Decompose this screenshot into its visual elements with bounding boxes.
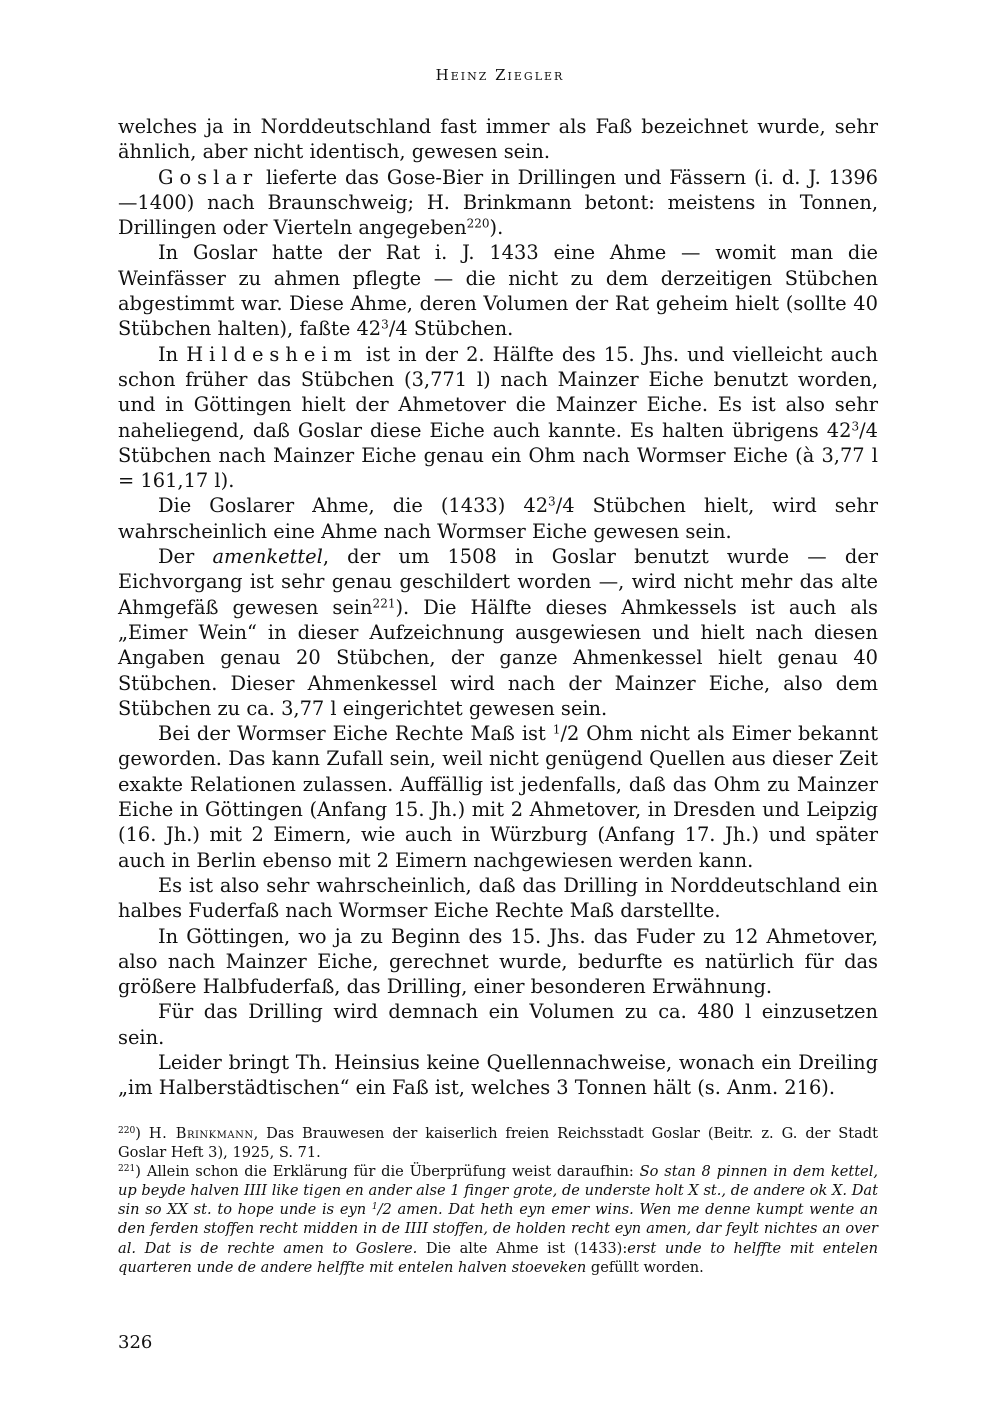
italic-term: amenkettel [212,545,323,569]
footnote-text: Allein schon die Erklärung für die Überprüfung weist daraufhin: [146,1163,640,1181]
footnotes [118,1124,878,1277]
running-header: Heinz Ziegler [435,66,565,84]
fraction-numerator: 3 [381,317,389,332]
place-name: Hildesheim [186,342,358,366]
footnote-paren: ) [135,1163,147,1181]
paragraph-text: lieferte das Gose-Bier in Drillingen und Fässern (i. d. J. 1396—1400) nach Braunschweig; H. Brinkmann betont: meistens in Tonnen, Drillingen oder Vierteln angegeben [118,165,878,240]
footnote-number: 221 [118,1164,136,1175]
fraction-numerator: 1 [371,1202,378,1213]
footnote-220 [118,1124,878,1162]
footnote-quote: So stan 8 pinnen in dem kettel, up beyde halven IIII like tigen en ander alse 1 finger grote, de underste holt X st., de andere ok X. Dat sin so XX st. to hope unde is eyn [118,1163,879,1219]
footnote-ref: 220 [466,216,490,231]
paragraph-text: In Göttingen, wo ja zu Beginn des 15. Jhs. das Fuder zu 12 Ahmetover, also nach Mainzer Eiche, gerechnet wurde, bedurfte es natürlich für das größere Halbfuderfaß, das Drilling, einer besonderen Erwähnung. [118,924,878,999]
paragraph-text: ist in der 2. Hälfte des 15. Jhs. und vielleicht auch schon früher das Stübchen (3,771 l) nach Mainzer Eiche benutzt worden, und in Göttingen hielt der Ahmetover die Mainzer Eiche. Es ist also sehr naheliegend, daß Goslar diese Eiche auch kannte. Es halten übrigens 42 [118,342,878,442]
paragraph [118,240,878,341]
paragraph [118,873,878,924]
paragraph-text: , der um 1508 in Goslar benutzt wurde — der Eichvorgang ist sehr genau geschildert worden —, wird nicht mehr das alte Ahmgefäß gewesen sein [118,545,878,619]
paragraph-text: Es ist also sehr wahrscheinlich, daß das Drilling in Norddeutschland ein halbes Fuderfaß nach Wormser Eiche Rechte Maß darstellte. [118,873,878,923]
paragraph [118,342,878,494]
paragraph [118,999,878,1050]
paragraph-text: Bei der Wormser Eiche Rechte Maß ist [158,722,553,746]
footnote-text: gefüllt worden. [586,1258,704,1276]
footnote-221 [118,1162,878,1277]
paragraph-text: Für das Drilling wird demnach ein Volumen zu ca. 480 l einzusetzen sein. [118,1000,878,1049]
paragraph-text: welches ja in Norddeutschland fast immer als Faß bezeichnet wurde, sehr ähnlich, aber nicht identisch, gewesen sein. [118,115,878,164]
paragraph-text: In [158,342,187,366]
paragraph-text: ). Die Hälfte dieses Ahmkessels ist auch als „Eimer Wein“ in dieser Aufzeichnung ausgewiesen und hielt nach diesen Angaben genau 20 Stübchen, der ganze Ahmenkessel hielt genau 40 Stübchen. Dieser Ahmenkessel wird nach der Mainzer Eiche, also dem Stübchen zu ca. 3,77 l eingerichtet gewesen sein. [118,595,879,720]
paragraph-text: Leider bringt Th. Heinsius keine Quellennachweise, wonach ein Dreiling „im Halberstädtischen“ ein Faß ist, welches 3 Tonnen hält (s. Anm. 216). [118,1050,878,1100]
footnote-text: Die alte Ahme ist (1433): [417,1239,628,1257]
page-number: 326 [118,1332,153,1353]
paragraph-text: /4 Stübchen. [388,317,514,341]
fraction-numerator: 3 [851,418,860,433]
footnote-quote: /2 amen. Dat heth eyn emer wins. Wen me denne kumpt wente an den ferden stoffen recht midden in de IIII stoffen, de holden recht eyn amen, dar feylt nichtes an over al. Dat is de rechte amen to Goslere. [118,1201,878,1257]
footnote-text: , Das Brauwesen der kaiserlich freien Reichsstadt Goslar (Beitr. z. G. der Stadt Goslar Heft 3), 1925, S. 71. [118,1125,878,1162]
paragraph [118,114,878,165]
paragraph [118,721,878,873]
footnote-author: H. Brinkmann [148,1125,254,1142]
paragraph-text: /4 Stübchen nach Mainzer Eiche genau ein Ohm nach Wormser Eiche (à 3,77 l = 161,17 l). [118,418,878,493]
paragraph-text: Die Goslarer Ahme, die (1433) 42 [158,494,549,518]
main-text [118,114,878,1101]
paragraph [118,1050,878,1101]
footnote-paren: ) [135,1125,149,1142]
fraction-numerator: 1 [552,722,561,737]
paragraph-text: ). [489,216,504,240]
paragraph [118,165,878,241]
footnote-quote: erst unde to helffte mit entelen quarteren unde de andere helffte mit entelen halven stoeveken [118,1239,878,1276]
footnote-number: 220 [118,1126,136,1137]
fraction-numerator: 3 [548,494,556,509]
place-name: Goslar [158,165,259,189]
paragraph [118,924,878,1000]
paragraph-text: In Goslar hatte der Rat i. J. 1433 eine Ahme — womit man die Weinfässer zu ahmen pflegte — die nicht zu dem derzeitigen Stübchen abgestimmt war. Diese Ahme, deren Volumen der Rat geheim hielt (sollte 40 Stübchen halten), faßte 42 [118,241,878,341]
footnote-ref: 221 [372,596,396,611]
paragraph-text: Der [158,545,213,569]
paragraph-text: /2 Ohm nicht als Eimer bekannt geworden. Das kann Zufall sein, weil nicht genügend Quellen aus dieser Zeit exakte Relationen zulassen. Auffällig ist jedenfalls, daß das Ohm zu Mainzer Eiche in Göttingen (Anfang 15. Jh.) mit 2 Ahmetover, in Dresden und Leipzig (16. Jh.) mit 2 Eimern, wie auch in Würzburg (Anfang 17. Jh.) und später auch in Berlin ebenso mit 2 Eimern nachgewiesen werden kann. [118,722,878,872]
paragraph [118,493,878,544]
paragraph-text: /4 Stübchen hielt, wird sehr wahrscheinlich eine Ahme nach Wormser Eiche gewesen sein. [118,494,878,543]
paragraph [118,544,878,721]
